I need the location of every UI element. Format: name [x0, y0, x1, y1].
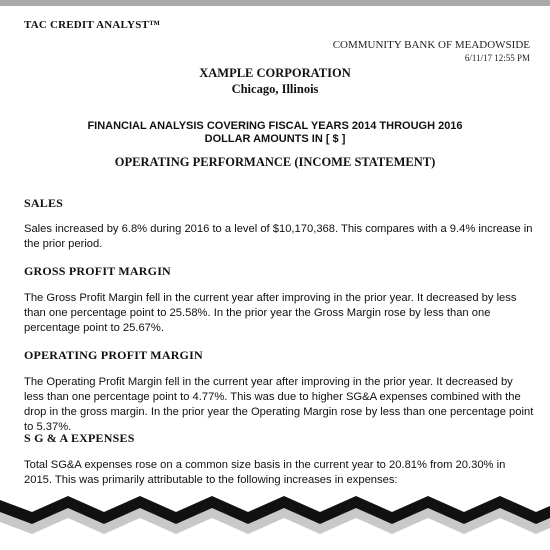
section-text-sales: Sales increased by 6.8% during 2016 to a level of $10,170,368. This compares with a 9.4% increase in the prior period.	[24, 223, 533, 250]
section-text-operating-margin: The Operating Profit Margin fell in the current year after improving in the prior year. It decreased by less than one percentage point to 4.77%. This was due to higher SG&A expenses combined with the drop in the gross margin. In the prior year the Operating Margin rose by less than one percentage point to 5.37%.	[24, 376, 534, 433]
report-timestamp: 6/11/17 12:55 PM	[464, 53, 530, 63]
torn-edge	[0, 492, 550, 550]
section-heading-operating-margin: OPERATING PROFIT MARGIN	[24, 348, 203, 362]
bank-name: COMMUNITY BANK OF MEADOWSIDE	[332, 39, 530, 51]
section-heading-gross-margin: GROSS PROFIT MARGIN	[24, 264, 171, 278]
top-bar	[0, 0, 550, 6]
analysis-units: DOLLAR AMOUNTS IN [ $ ]	[204, 133, 346, 145]
section-heading-sga: S G & A EXPENSES	[24, 431, 135, 445]
section-heading-sales: SALES	[24, 196, 64, 210]
section-text-gross-margin: The Gross Profit Margin fell in the current year after improving in the prior year. It decreased by less than one percentage point to 25.58%. In the prior year the Gross Margin rose by less than one percentage point to 25.67%.	[24, 292, 517, 334]
analysis-block	[0, 120, 550, 146]
company-block	[0, 65, 550, 97]
section-text-sga: Total SG&A expenses rose on a common size basis in the current year to 20.81% from 20.30% in 2015. This was primarily attributable to the following increases in expenses:	[24, 459, 506, 486]
company-location: Chicago, Illinois	[231, 82, 319, 96]
product-name: TAC CREDIT ANALYST™	[24, 19, 161, 31]
statement-title: OPERATING PERFORMANCE (INCOME STATEMENT)	[114, 155, 436, 169]
analysis-period: FINANCIAL ANALYSIS COVERING FISCAL YEARS 2014 THROUGH 2016	[87, 120, 463, 132]
company-name: XAMPLE CORPORATION	[199, 66, 351, 80]
